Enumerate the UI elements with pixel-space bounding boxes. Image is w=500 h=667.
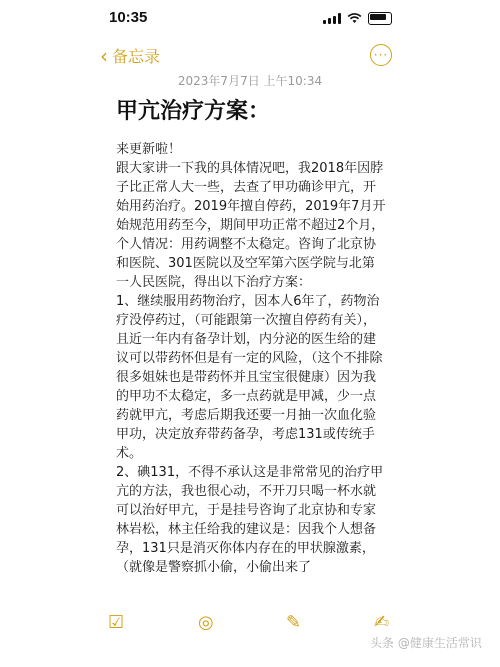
back-button[interactable] [100, 44, 160, 67]
wifi-icon [347, 13, 362, 24]
status-bar [0, 0, 500, 36]
signal-icon [323, 13, 341, 24]
note-paragraph: 2、碘131，不得不承认这是非常常见的治疗甲亢的方法，我也很心动，不开刀只喝一杯水就可以治好甲亢，于是挂号咨询了北京协和专家林岩松，林主任给我的建议是：因我个人想备孕，131只是消灭你体内存在的甲状腺激素，（就像是警察抓小偷，小偷出来了 [116, 465, 384, 575]
camera-icon[interactable]: ◎ [198, 612, 214, 633]
more-options-icon[interactable]: ··· [370, 44, 392, 66]
markup-icon[interactable]: ✎ [286, 612, 302, 633]
watermark: 头条 @健康生活常识 [370, 636, 482, 650]
checklist-icon[interactable]: ☑ [108, 612, 125, 633]
note-paragraph: 1、继续服用药物治疗，因本人6年了，药物治疗没停药过，（可能跟第一次擅自停药有关），且近一年内有备孕计划，内分泌的医生给的建议可以带药怀但是有一定的风险，（这个不排除很多姐妹也是带药怀并且宝宝很健康）因为我的甲功不太稳定，多一点药就是甲减，少一点药就甲亢，考虑后期我还要一月抽一次血化验甲功，决定放弃带药备孕，考虑131或传统手术。 [116, 294, 383, 461]
status-icons [323, 12, 392, 25]
status-time: 10:35 [109, 9, 148, 26]
nav-bar [0, 40, 500, 70]
compose-icon[interactable]: ✍ [374, 612, 390, 633]
note-paragraph: 跟大家讲一下我的具体情况吧，我2018年因脖子比正常人大一些，去查了甲功确诊甲亢，开始用药治疗。2019年擅自停药，2019年7月开始规范用药至今，期间甲功正常不超过2个月，个人情况：用药调整不太稳定。咨询了北京协和医院、301医院以及空军第六医学院与北第一人民医院，得出以下治疗方案： [116, 161, 386, 290]
chevron-left-icon: ‹ [100, 43, 108, 68]
back-label: 备忘录 [112, 47, 161, 66]
note-body[interactable] [116, 140, 386, 577]
battery-icon [368, 12, 392, 25]
note-title: 甲亢治疗方案： [116, 99, 271, 124]
note-date: 2023年7月7日 上午10:34 [177, 74, 323, 88]
note-paragraph: 来更新啦！ [116, 142, 182, 157]
